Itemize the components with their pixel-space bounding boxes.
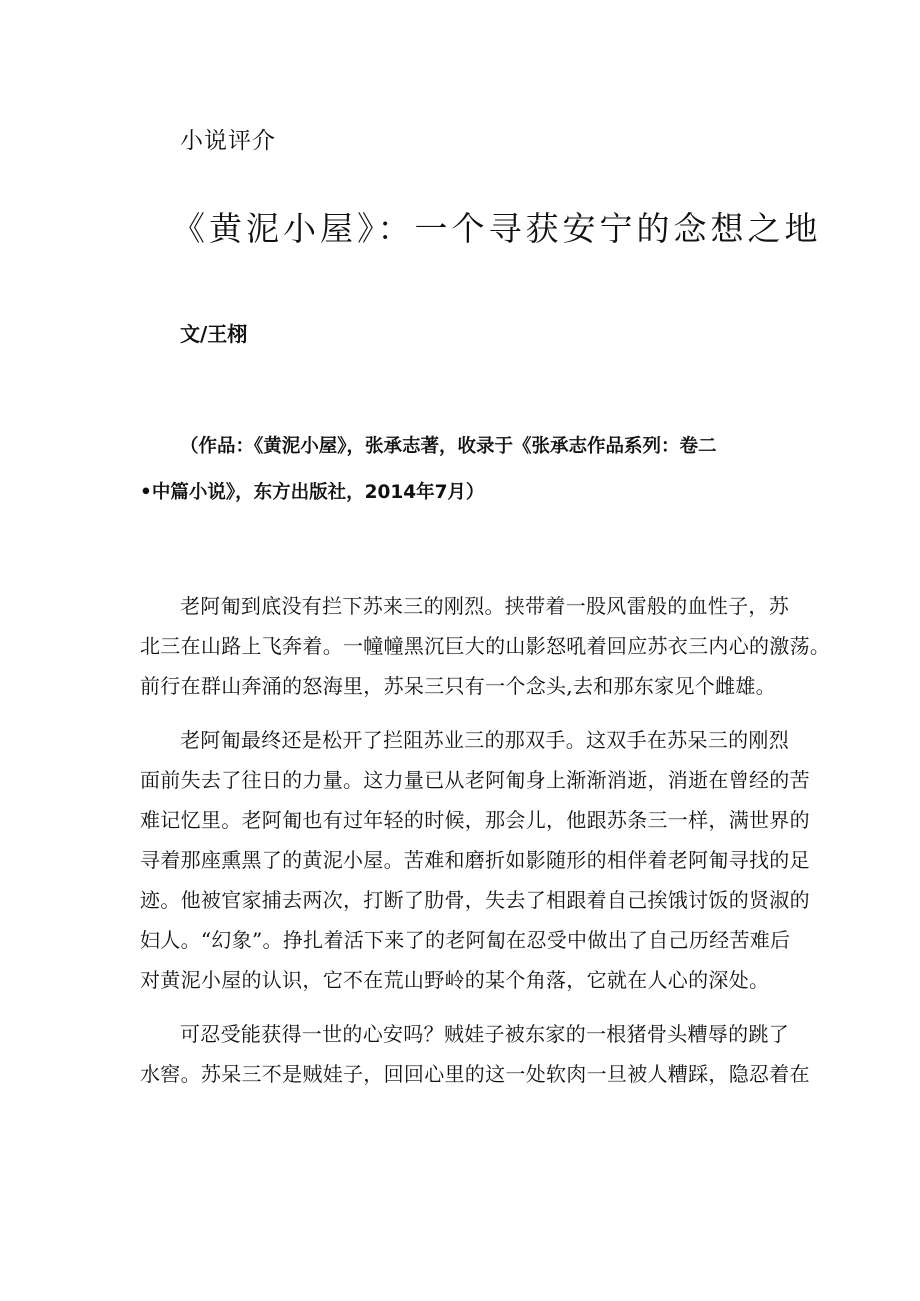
text-line: 妇人。“幻象”。挣扎着活下来了的老阿匐在忍受中做出了自己历经苦难后 [140,928,791,952]
page-title: 《黄泥小屋》：一个寻获安宁的念想之地 [172,209,822,248]
paragraph [140,724,810,1004]
text-line: 寻着那座熏黑了的黄泥小屋。苦难和磨折如影随形的相伴着老阿匍寻找的足 [140,848,810,872]
text-line: 对黄泥小屋的认识，它不在荒山野岭的某个角落，它就在人心的深处。 [140,968,770,992]
text-line: 迹。他被官家捕去两次，打断了肋骨，失去了相跟着自己挨饿讨饭的贤淑的 [140,888,810,912]
work-info [140,432,802,524]
text-line: 面前失去了往日的力量。这力量已从老阿匍身上渐渐消逝，消逝在曾经的苦 [140,768,810,792]
text-line: 前行在群山奔涌的怒海里，苏呆三只有一个念头,去和那东家见个雌雄。 [140,674,776,698]
work-info-line: •中篇小说》，东方出版社，2014年7月） [140,482,485,503]
paragraph [140,1018,810,1098]
paragraph [140,590,831,710]
text-line: 难记忆里。老阿匍也有过年轻的时候，那会儿，他跟苏条三一样，满世界的 [140,808,810,832]
article-body [140,590,831,1112]
text-line: 可忍受能获得一世的心安吗？贼娃子被东家的一根猪骨头糟辱的跳了 [180,1022,789,1046]
author-byline: 文/王栩 [180,322,248,346]
text-line: 北三在山路上飞奔着。一幢幢黑沉巨大的山影怒吼着回应苏衣三内心的激荡。 [140,634,831,658]
text-line: 水窖。苏呆三不是贼娃子，回回心里的这一处软肉一旦被人糟踩，隐忍着在 [140,1062,810,1086]
work-info-line: （作品：《黄泥小屋》，张承志著，收录于《张承志作品系列：卷二 [180,436,717,457]
text-line: 老阿匍到底没有拦下苏来三的刚烈。挟带着一股风雷般的血性子，苏 [180,594,789,618]
text-line: 老阿匍最终还是松开了拦阻苏业三的那双手。这双手在苏呆三的刚烈 [180,728,789,752]
section-label: 小说评介 [180,128,276,154]
